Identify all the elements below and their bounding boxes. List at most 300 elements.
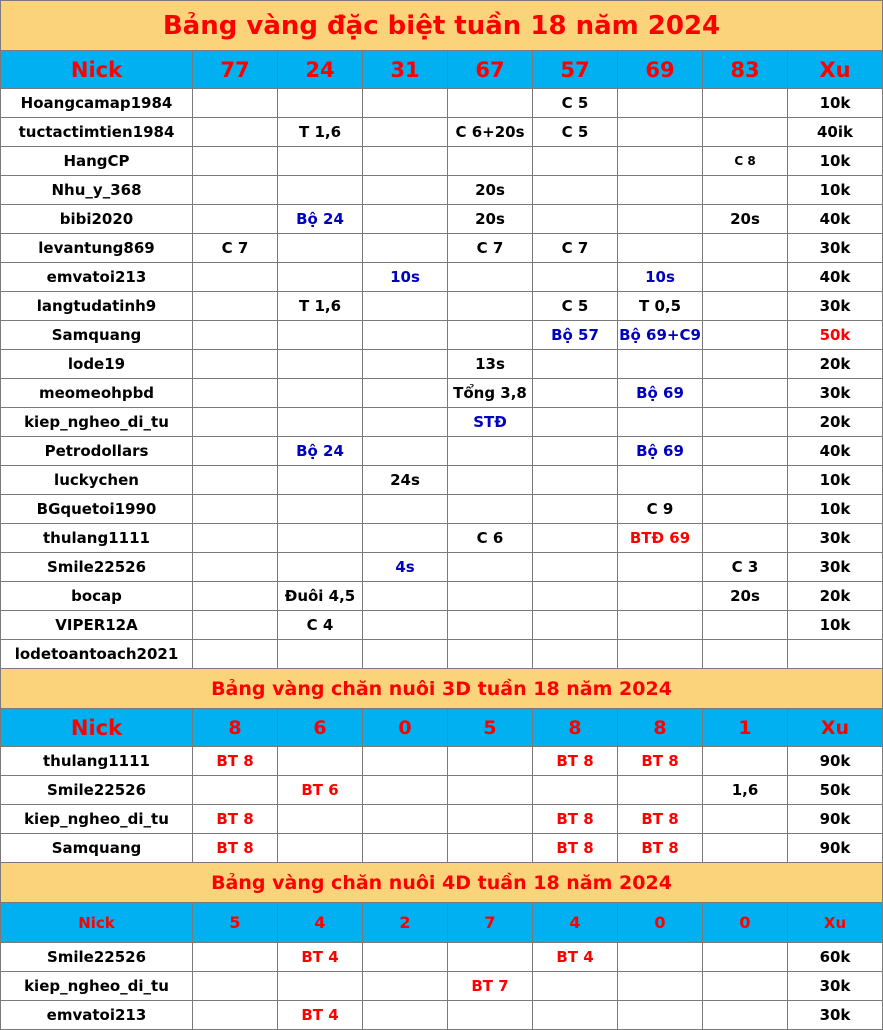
header-number: 0 xyxy=(618,903,703,943)
value-cell xyxy=(363,321,448,350)
xu-cell: 10k xyxy=(788,89,883,118)
value-cell xyxy=(363,582,448,611)
nick-cell: thulang1111 xyxy=(0,747,193,776)
header-number: 5 xyxy=(448,709,533,747)
value-cell xyxy=(193,263,278,292)
value-cell xyxy=(533,263,618,292)
nick-cell: Smile22526 xyxy=(0,943,193,972)
nick-cell: langtudatinh9 xyxy=(0,292,193,321)
value-cell xyxy=(703,1001,788,1030)
section1-body xyxy=(0,89,883,669)
value-cell xyxy=(193,943,278,972)
header-number: 69 xyxy=(618,51,703,89)
value-cell xyxy=(703,611,788,640)
value-cell xyxy=(618,611,703,640)
header-number: 0 xyxy=(363,709,448,747)
value-cell xyxy=(448,263,533,292)
header-number: 2 xyxy=(363,903,448,943)
value-cell xyxy=(618,234,703,263)
table-row xyxy=(0,972,883,1001)
header-xu: Xu xyxy=(788,903,883,943)
value-cell xyxy=(193,118,278,147)
header-number: 83 xyxy=(703,51,788,89)
value-cell xyxy=(363,234,448,263)
nick-cell: kiep_ngheo_di_tu xyxy=(0,408,193,437)
section2-body xyxy=(0,747,883,863)
xu-cell: 30k xyxy=(788,292,883,321)
value-cell: BT 8 xyxy=(193,747,278,776)
value-cell xyxy=(193,350,278,379)
xu-cell: 50k xyxy=(788,321,883,350)
value-cell: T 1,6 xyxy=(278,118,363,147)
xu-cell xyxy=(788,640,883,669)
table-row xyxy=(0,350,883,379)
table-row xyxy=(0,524,883,553)
value-cell: BT 4 xyxy=(533,943,618,972)
value-cell: Đuôi 4,5 xyxy=(278,582,363,611)
value-cell xyxy=(193,972,278,1001)
value-cell xyxy=(618,205,703,234)
value-cell xyxy=(533,408,618,437)
nick-cell: Smile22526 xyxy=(0,776,193,805)
value-cell xyxy=(363,350,448,379)
nick-cell: lodetoantoach2021 xyxy=(0,640,193,669)
nick-cell: emvatoi213 xyxy=(0,1001,193,1030)
nick-cell: luckychen xyxy=(0,466,193,495)
value-cell xyxy=(533,553,618,582)
table-row xyxy=(0,834,883,863)
header-number: 5 xyxy=(193,903,278,943)
nick-cell: BGquetoi1990 xyxy=(0,495,193,524)
xu-cell: 40k xyxy=(788,205,883,234)
xu-cell: 10k xyxy=(788,147,883,176)
value-cell xyxy=(618,89,703,118)
value-cell: C 3 xyxy=(703,553,788,582)
value-cell xyxy=(533,524,618,553)
table-row xyxy=(0,611,883,640)
value-cell xyxy=(618,1001,703,1030)
header-number: 8 xyxy=(533,709,618,747)
section3-title: Bảng vàng chăn nuôi 4D tuần 18 năm 2024 xyxy=(0,863,883,903)
value-cell xyxy=(533,495,618,524)
value-cell xyxy=(618,582,703,611)
value-cell xyxy=(703,292,788,321)
value-cell xyxy=(448,292,533,321)
header-number: 31 xyxy=(363,51,448,89)
value-cell xyxy=(193,89,278,118)
value-cell xyxy=(448,321,533,350)
nick-cell: HangCP xyxy=(0,147,193,176)
value-cell: Tổng 3,8 xyxy=(448,379,533,408)
value-cell xyxy=(278,805,363,834)
value-cell xyxy=(363,834,448,863)
nick-cell: emvatoi213 xyxy=(0,263,193,292)
value-cell xyxy=(363,437,448,466)
value-cell xyxy=(448,747,533,776)
table-row xyxy=(0,147,883,176)
value-cell: BT 8 xyxy=(193,834,278,863)
value-cell: BT 8 xyxy=(618,747,703,776)
value-cell xyxy=(618,176,703,205)
value-cell xyxy=(618,776,703,805)
value-cell xyxy=(363,611,448,640)
table-row xyxy=(0,176,883,205)
header-number: 8 xyxy=(618,709,703,747)
value-cell xyxy=(448,582,533,611)
nick-cell: levantung869 xyxy=(0,234,193,263)
value-cell xyxy=(363,640,448,669)
value-cell: 20s xyxy=(703,582,788,611)
value-cell xyxy=(618,466,703,495)
header-number: 67 xyxy=(448,51,533,89)
value-cell xyxy=(533,437,618,466)
xu-cell: 40k xyxy=(788,263,883,292)
value-cell xyxy=(193,776,278,805)
value-cell: 10s xyxy=(363,263,448,292)
value-cell: BT 7 xyxy=(448,972,533,1001)
xu-cell: 30k xyxy=(788,524,883,553)
xu-cell: 20k xyxy=(788,408,883,437)
value-cell xyxy=(278,263,363,292)
xu-cell: 30k xyxy=(788,1001,883,1030)
value-cell xyxy=(278,834,363,863)
section2-header-row xyxy=(0,709,883,747)
nick-cell: thulang1111 xyxy=(0,524,193,553)
xu-cell: 40ik xyxy=(788,118,883,147)
value-cell xyxy=(533,582,618,611)
header-number: 0 xyxy=(703,903,788,943)
value-cell xyxy=(448,89,533,118)
value-cell: 20s xyxy=(703,205,788,234)
table-row xyxy=(0,292,883,321)
value-cell xyxy=(448,805,533,834)
value-cell: Bộ 69 xyxy=(618,379,703,408)
header-number: 7 xyxy=(448,903,533,943)
value-cell xyxy=(703,495,788,524)
xu-cell: 90k xyxy=(788,834,883,863)
value-cell: BT 8 xyxy=(618,805,703,834)
value-cell xyxy=(193,379,278,408)
value-cell xyxy=(533,611,618,640)
value-cell xyxy=(448,834,533,863)
value-cell xyxy=(448,640,533,669)
value-cell xyxy=(278,747,363,776)
value-cell xyxy=(363,89,448,118)
value-cell xyxy=(193,292,278,321)
table-row xyxy=(0,640,883,669)
section2-title: Bảng vàng chăn nuôi 3D tuần 18 năm 2024 xyxy=(0,669,883,709)
value-cell xyxy=(703,466,788,495)
value-cell xyxy=(278,350,363,379)
value-cell: 20s xyxy=(448,176,533,205)
header-xu: Xu xyxy=(788,709,883,747)
value-cell: BT 8 xyxy=(193,805,278,834)
value-cell xyxy=(448,776,533,805)
value-cell: Bộ 69+C9 xyxy=(618,321,703,350)
value-cell xyxy=(703,234,788,263)
header-number: 8 xyxy=(193,709,278,747)
value-cell xyxy=(363,147,448,176)
table-row xyxy=(0,379,883,408)
value-cell: Bộ 24 xyxy=(278,205,363,234)
value-cell xyxy=(278,640,363,669)
value-cell: Bộ 24 xyxy=(278,437,363,466)
value-cell: C 4 xyxy=(278,611,363,640)
value-cell: 4s xyxy=(363,553,448,582)
value-cell xyxy=(533,640,618,669)
xu-cell: 10k xyxy=(788,611,883,640)
value-cell xyxy=(448,466,533,495)
value-cell xyxy=(278,321,363,350)
value-cell xyxy=(193,205,278,234)
nick-cell: bibi2020 xyxy=(0,205,193,234)
value-cell xyxy=(703,747,788,776)
value-cell xyxy=(618,943,703,972)
value-cell: C 8 xyxy=(703,147,788,176)
value-cell xyxy=(363,776,448,805)
nick-cell: tuctactimtien1984 xyxy=(0,118,193,147)
xu-cell: 50k xyxy=(788,776,883,805)
value-cell xyxy=(278,379,363,408)
header-nick: Nick xyxy=(0,51,193,89)
nick-cell: kiep_ngheo_di_tu xyxy=(0,805,193,834)
value-cell xyxy=(703,805,788,834)
value-cell xyxy=(448,437,533,466)
value-cell: BT 8 xyxy=(533,805,618,834)
value-cell xyxy=(278,466,363,495)
value-cell: C 6+20s xyxy=(448,118,533,147)
value-cell xyxy=(533,176,618,205)
value-cell xyxy=(363,1001,448,1030)
value-cell xyxy=(703,118,788,147)
nick-cell: bocap xyxy=(0,582,193,611)
nick-cell: VIPER12A xyxy=(0,611,193,640)
xu-cell: 30k xyxy=(788,553,883,582)
header-number: 4 xyxy=(278,903,363,943)
value-cell: BTĐ 69 xyxy=(618,524,703,553)
value-cell: BT 6 xyxy=(278,776,363,805)
value-cell: STĐ xyxy=(448,408,533,437)
value-cell xyxy=(703,379,788,408)
value-cell xyxy=(363,176,448,205)
value-cell xyxy=(363,205,448,234)
value-cell: BT 8 xyxy=(533,834,618,863)
value-cell xyxy=(278,147,363,176)
value-cell xyxy=(533,379,618,408)
nick-cell: Samquang xyxy=(0,321,193,350)
value-cell: T 1,6 xyxy=(278,292,363,321)
value-cell xyxy=(703,408,788,437)
header-number: 24 xyxy=(278,51,363,89)
nick-cell: lode19 xyxy=(0,350,193,379)
value-cell xyxy=(363,408,448,437)
value-cell xyxy=(193,408,278,437)
value-cell xyxy=(703,89,788,118)
value-cell xyxy=(533,972,618,1001)
xu-cell: 90k xyxy=(788,747,883,776)
value-cell xyxy=(193,553,278,582)
value-cell xyxy=(278,553,363,582)
xu-cell: 30k xyxy=(788,234,883,263)
value-cell xyxy=(193,437,278,466)
table-row xyxy=(0,776,883,805)
value-cell xyxy=(448,1001,533,1030)
header-number: 77 xyxy=(193,51,278,89)
value-cell: C 5 xyxy=(533,118,618,147)
value-cell: C 6 xyxy=(448,524,533,553)
value-cell: Bộ 57 xyxy=(533,321,618,350)
value-cell xyxy=(363,972,448,1001)
xu-cell: 10k xyxy=(788,466,883,495)
value-cell xyxy=(193,640,278,669)
value-cell: C 9 xyxy=(618,495,703,524)
value-cell xyxy=(618,640,703,669)
table-row xyxy=(0,1001,883,1030)
header-number: 4 xyxy=(533,903,618,943)
value-cell xyxy=(703,263,788,292)
nick-cell: Smile22526 xyxy=(0,553,193,582)
value-cell xyxy=(193,1001,278,1030)
value-cell xyxy=(618,147,703,176)
section1-title: Bảng vàng đặc biệt tuần 18 năm 2024 xyxy=(0,0,883,51)
value-cell xyxy=(703,640,788,669)
value-cell xyxy=(703,524,788,553)
value-cell xyxy=(193,495,278,524)
value-cell xyxy=(448,553,533,582)
value-cell: 13s xyxy=(448,350,533,379)
value-cell: T 0,5 xyxy=(618,292,703,321)
value-cell xyxy=(193,147,278,176)
value-cell xyxy=(278,234,363,263)
table-row xyxy=(0,466,883,495)
table-row xyxy=(0,747,883,776)
header-number: 1 xyxy=(703,709,788,747)
value-cell xyxy=(448,611,533,640)
value-cell xyxy=(703,972,788,1001)
value-cell: BT 4 xyxy=(278,1001,363,1030)
header-nick: Nick xyxy=(0,709,193,747)
nick-cell: Hoangcamap1984 xyxy=(0,89,193,118)
value-cell xyxy=(363,495,448,524)
value-cell xyxy=(618,118,703,147)
value-cell xyxy=(363,118,448,147)
value-cell: 1,6 xyxy=(703,776,788,805)
table-row xyxy=(0,495,883,524)
value-cell xyxy=(363,747,448,776)
xu-cell: 10k xyxy=(788,495,883,524)
value-cell xyxy=(703,834,788,863)
table-row xyxy=(0,234,883,263)
value-cell xyxy=(278,89,363,118)
table-row xyxy=(0,263,883,292)
value-cell xyxy=(703,437,788,466)
value-cell xyxy=(448,943,533,972)
value-cell xyxy=(533,147,618,176)
nick-cell: Nhu_y_368 xyxy=(0,176,193,205)
value-cell xyxy=(193,176,278,205)
value-cell xyxy=(618,408,703,437)
header-number: 57 xyxy=(533,51,618,89)
value-cell xyxy=(278,524,363,553)
value-cell xyxy=(703,350,788,379)
table-row xyxy=(0,437,883,466)
value-cell xyxy=(193,321,278,350)
nick-cell: Samquang xyxy=(0,834,193,863)
xu-cell: 60k xyxy=(788,943,883,972)
table-row xyxy=(0,408,883,437)
nick-cell: kiep_ngheo_di_tu xyxy=(0,972,193,1001)
value-cell xyxy=(448,495,533,524)
value-cell xyxy=(618,972,703,1001)
value-cell: BT 8 xyxy=(618,834,703,863)
value-cell: C 5 xyxy=(533,89,618,118)
value-cell xyxy=(363,524,448,553)
section1-header-row xyxy=(0,51,883,89)
value-cell xyxy=(193,611,278,640)
xu-cell: 90k xyxy=(788,805,883,834)
value-cell xyxy=(533,776,618,805)
value-cell: 10s xyxy=(618,263,703,292)
value-cell xyxy=(448,147,533,176)
value-cell xyxy=(533,350,618,379)
xu-cell: 20k xyxy=(788,582,883,611)
table-row xyxy=(0,89,883,118)
nick-cell: meomeohpbd xyxy=(0,379,193,408)
value-cell xyxy=(703,176,788,205)
value-cell xyxy=(533,466,618,495)
value-cell: C 7 xyxy=(193,234,278,263)
xu-cell: 20k xyxy=(788,350,883,379)
header-xu: Xu xyxy=(788,51,883,89)
value-cell xyxy=(193,466,278,495)
table-row xyxy=(0,118,883,147)
value-cell xyxy=(278,972,363,1001)
value-cell xyxy=(278,408,363,437)
header-number: 6 xyxy=(278,709,363,747)
value-cell: C 7 xyxy=(533,234,618,263)
xu-cell: 40k xyxy=(788,437,883,466)
value-cell xyxy=(363,805,448,834)
xu-cell: 30k xyxy=(788,972,883,1001)
table-row xyxy=(0,943,883,972)
nick-cell: Petrodollars xyxy=(0,437,193,466)
value-cell xyxy=(363,379,448,408)
value-cell xyxy=(193,524,278,553)
value-cell: C 5 xyxy=(533,292,618,321)
value-cell xyxy=(533,1001,618,1030)
table-row xyxy=(0,805,883,834)
value-cell: 24s xyxy=(363,466,448,495)
table-row xyxy=(0,553,883,582)
value-cell xyxy=(193,582,278,611)
value-cell xyxy=(703,321,788,350)
xu-cell: 10k xyxy=(788,176,883,205)
table-row xyxy=(0,321,883,350)
section3-header-row xyxy=(0,903,883,943)
section3-body xyxy=(0,943,883,1030)
value-cell xyxy=(278,495,363,524)
value-cell xyxy=(618,350,703,379)
value-cell xyxy=(618,553,703,582)
table-row xyxy=(0,205,883,234)
value-cell xyxy=(703,943,788,972)
value-cell: BT 8 xyxy=(533,747,618,776)
table-row xyxy=(0,582,883,611)
value-cell: Bộ 69 xyxy=(618,437,703,466)
xu-cell: 30k xyxy=(788,379,883,408)
value-cell xyxy=(363,292,448,321)
value-cell xyxy=(363,943,448,972)
